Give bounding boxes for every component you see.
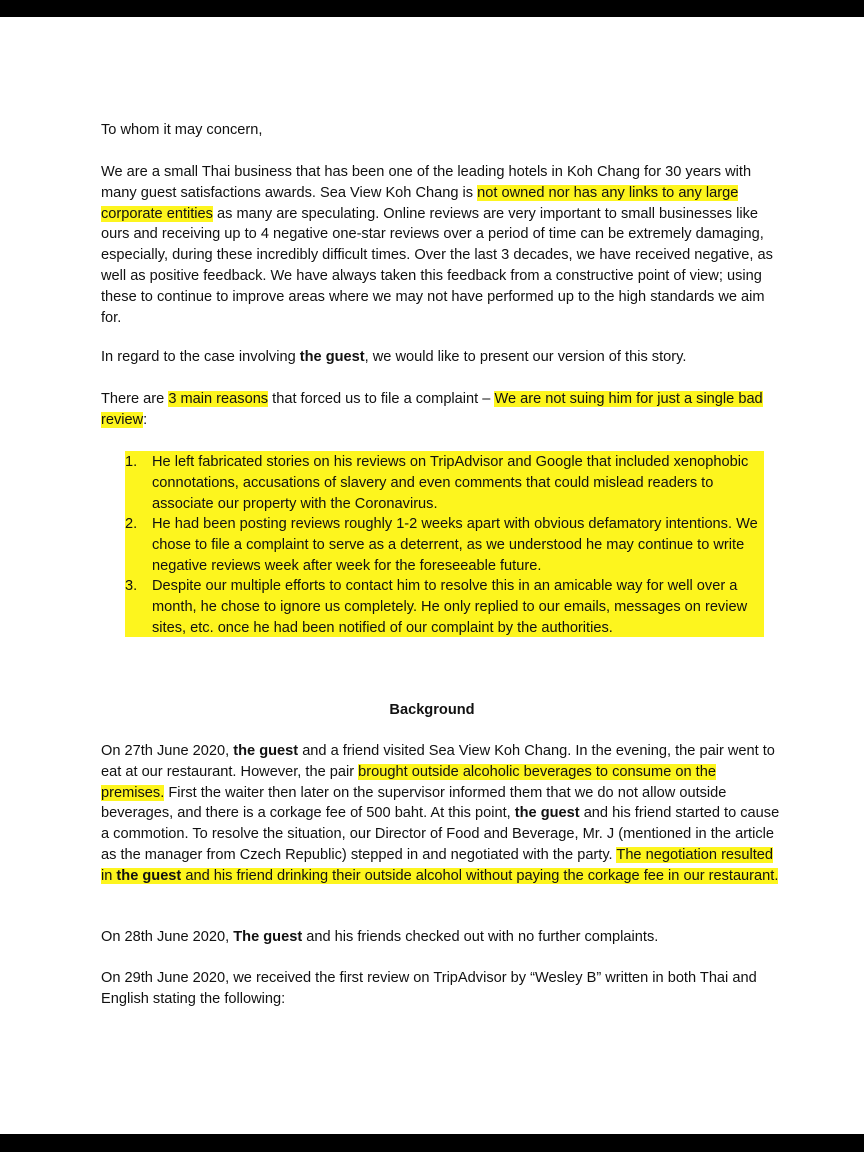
- bottom-black-bar: [0, 1134, 864, 1152]
- bg-text-2: and a friend visited Sea View Koh Chang. In the evening, the pair went to eat at our restaurant. However, the pair: [101, 743, 775, 780]
- list-item: [125, 514, 761, 576]
- salutation: To whom it may concern,: [101, 122, 263, 138]
- list-item-number: 1.: [125, 454, 138, 470]
- bg-highlight-2a: The negotiation resulted in: [101, 846, 773, 884]
- regard-text-2: , we would like to present our version of this story.: [364, 349, 687, 365]
- list-item-text: He left fabricated stories on his reviews on TripAdvisor and Google that included xenophobic connotations, accusations of slavery and even comments that could mislead readers to associate our property with the Coronavirus.: [152, 454, 749, 512]
- checkout-text-1: On 28th June 2020,: [101, 929, 234, 945]
- background-paragraph: [101, 741, 781, 887]
- list-item-number: 3.: [125, 578, 138, 594]
- section-heading: Background: [389, 702, 475, 718]
- reasons-text-1: There are: [101, 391, 169, 407]
- reasons-highlight-2: We are not suing him for just a single bad review: [101, 391, 763, 428]
- regard-text-1: In regard to the case involving: [101, 349, 300, 365]
- checkout-paragraph: [101, 927, 781, 948]
- bg-text-3: First the waiter then later on the supervisor informed them that we do not allow outside beverages, and there is a corkage fee of 500 baht. At this point,: [101, 784, 727, 822]
- reasons-paragraph: [101, 389, 781, 431]
- bg-bold-2: the guest: [514, 805, 580, 822]
- reasons-text-3: :: [143, 411, 148, 428]
- bg-text-4: and his friend started to cause a commotion. To resolve the situation, our Director of Food and Beverage, Mr. J (mentioned in the article as the manager from Czech Republic) stepped in and negotiated with the party.: [101, 805, 780, 863]
- list-item-text: He had been posting reviews roughly 1-2 weeks apart with obvious defamatory intentions. We chose to file a complaint to serve as a deterrent, as we understood he may continue to write negative reviews week after week for the foreseeable future.: [152, 516, 758, 574]
- intro-text-2: as many are speculating. Online reviews are very important to small businesses like ours and receiving up to 4 negative one-star reviews over a period of time can be extremely damaging, especially, during these incredibly difficult times. Over the last 3 decades, we have received negative, as well as positive feedback. We have always taken this feedback from a constructive point of view; using these to continue to improve areas where we may not have performed up to the high standards we aim for.: [101, 205, 773, 326]
- bg-highlight-1: brought outside alcoholic beverages to consume on the premises.: [101, 763, 716, 801]
- regard-paragraph: [101, 347, 781, 368]
- intro-text-1: We are a small Thai business that has been one of the leading hotels in Koh Chang for 30 years with many guest satisfactions awards. Sea View Koh Chang is: [101, 164, 752, 201]
- intro-highlight: not owned nor has any links to any large corporate entities: [101, 184, 739, 222]
- regard-bold: the guest: [299, 349, 365, 365]
- reasons-text-2: that forced us to file a complaint –: [268, 391, 495, 407]
- list-item-number: 2.: [125, 516, 138, 532]
- bg-highlight-2c: and his friend drinking their outside alcohol without paying the corkage fee in our restaurant.: [181, 867, 779, 884]
- intro-paragraph: [101, 162, 781, 328]
- list-item: [125, 452, 761, 514]
- bg-text-1: On 27th June 2020,: [101, 743, 234, 759]
- list-item-text: Despite our multiple efforts to contact him to resolve this in an amicable way for well over a month, he chose to ignore us completely. He only replied to our emails, messages on review sites, etc. once he had been notified of our complaint by the authorities.: [152, 578, 748, 636]
- bg-highlight-2b: the guest: [116, 867, 182, 884]
- top-black-bar: [0, 0, 864, 17]
- review-paragraph: On 29th June 2020, we received the first review on TripAdvisor by “Wesley B” written in both Thai and English stating the following:: [101, 970, 757, 1007]
- list-item: [125, 576, 761, 638]
- checkout-bold: The guest: [233, 929, 303, 945]
- bg-bold-1: the guest: [233, 743, 299, 759]
- document-page: [0, 17, 864, 1134]
- reasons-highlight-1: 3 main reasons: [168, 391, 269, 407]
- checkout-text-2: and his friends checked out with no further complaints.: [302, 929, 659, 945]
